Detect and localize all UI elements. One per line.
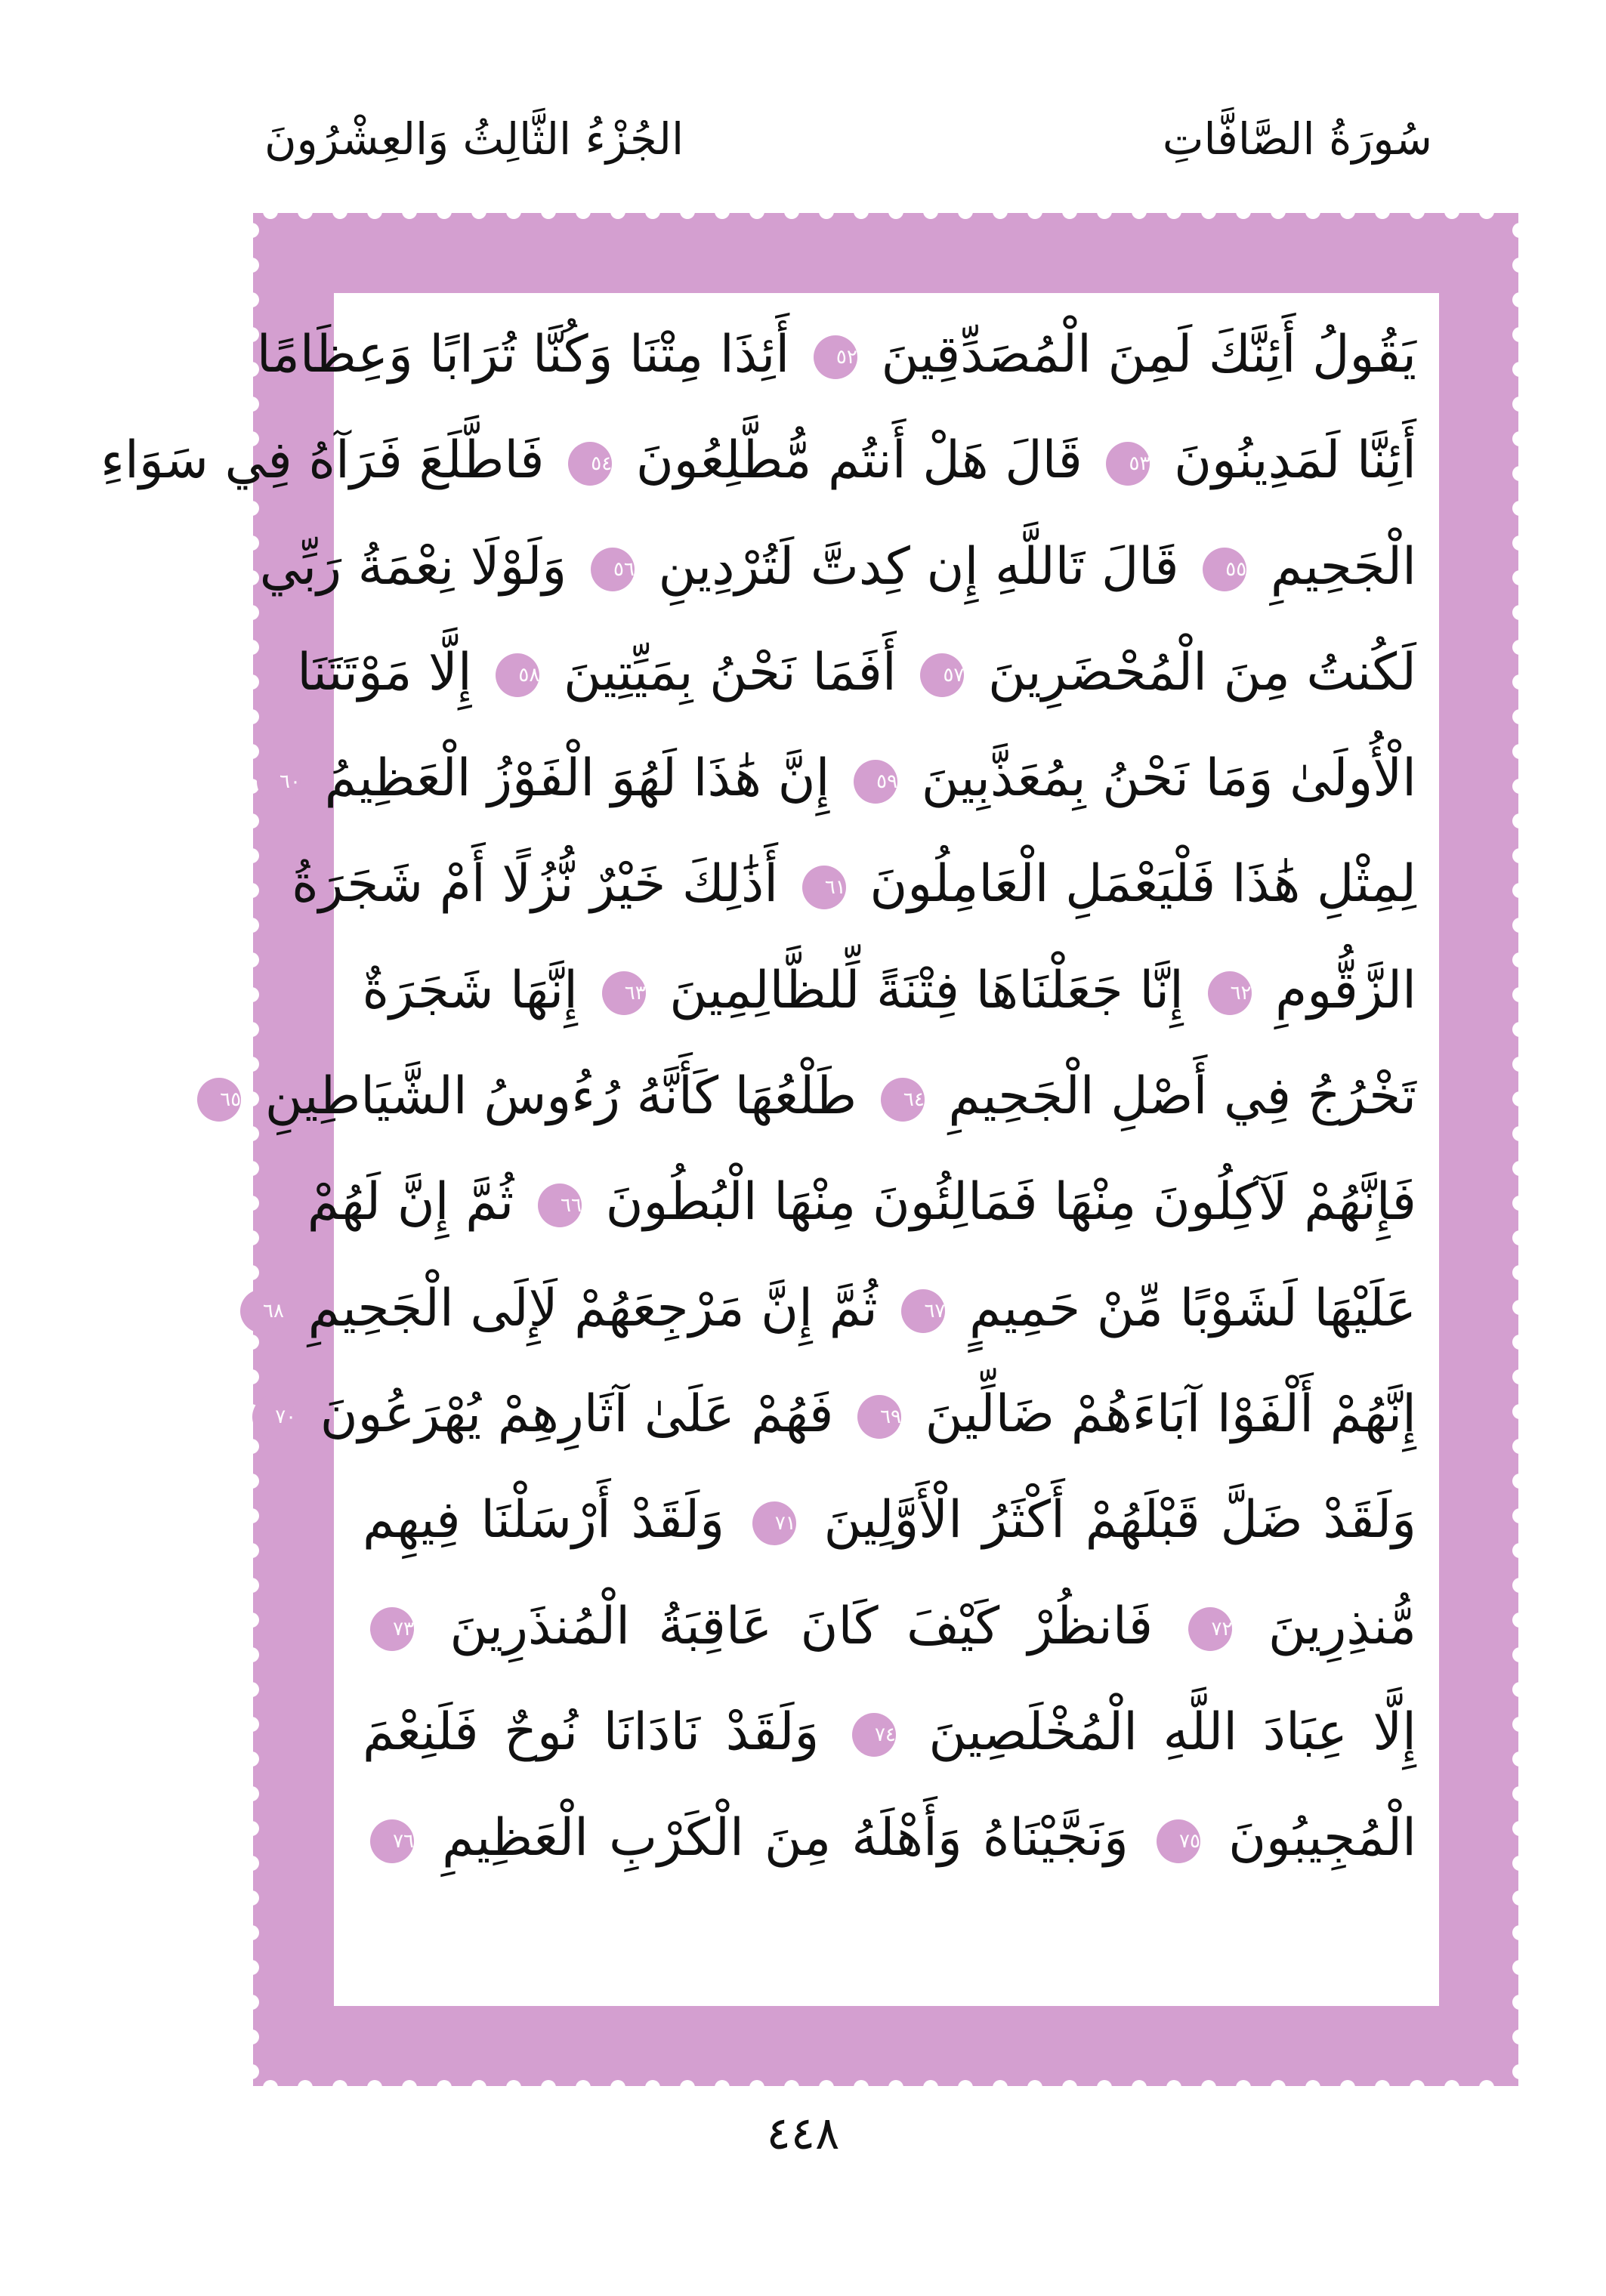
frame-scallop [1512,362,1527,377]
frame-scallop [1512,1682,1527,1697]
frame-scallop [1236,204,1251,219]
frame-scallop [263,2080,278,2095]
frame-scallop [244,1196,259,1211]
frame-scallop [244,1543,259,1558]
frame-scallop [1375,2080,1390,2095]
frame-scallop [332,2080,347,2095]
frame-scallop [1512,466,1527,481]
ayah-number-marker: ٧٦ [370,1819,414,1863]
frame-scallop [784,204,799,219]
frame-scallop [1479,204,1494,219]
frame-scallop [1097,2080,1112,2095]
verse-text: فَاطَّلَعَ فَرَآهُ فِي سَوَاءِ [100,430,545,491]
frame-scallop [1062,204,1077,219]
frame-scallop [1512,1057,1527,1072]
verse-text: تَخْرُجُ فِي أَصْلِ الْجَحِيمِ [931,1066,1416,1127]
verse-text: إِنَّهُمْ أَلْفَوْا آبَاءَهُمْ ضَالِّينَ [909,1384,1416,1444]
frame-scallop [244,952,259,967]
frame-scallop [1512,1786,1527,1801]
frame-scallop [958,204,973,219]
verse-text: الْمُجِيبُونَ [1207,1808,1416,1869]
verse-line [363,1785,1416,1891]
verse-text: أَفَمَا نَحْنُ بِمَيِّتِينَ [547,642,897,702]
ayah-number-marker: ٧٣ [370,1607,414,1651]
frame-scallop [1062,2080,1077,2095]
frame-scallop [1512,1647,1527,1662]
frame-scallop [244,709,259,724]
frame-scallop [1512,1022,1527,1037]
frame-scallop [244,223,259,238]
frame-scallop [1512,1821,1527,1836]
frame-scallop [244,1612,259,1628]
verse-line [363,1574,1416,1680]
ayah-number-marker: ٧٠ [252,1395,296,1439]
verse-line [259,514,1416,620]
frame-scallop [715,2080,730,2095]
verse-line [275,1362,1416,1467]
frame-scallop [1444,2080,1459,2095]
frame-scallop [437,204,452,219]
frame-scallop [1027,204,1042,219]
verse-text: الْجَحِيمِ [1254,536,1416,597]
verse-text: وَلَقَدْ أَرْسَلْنَا فِيهِم [363,1490,725,1551]
verse-text: إِنَّهَا شَجَرَةٌ [362,960,579,1020]
verse-text: أَئِذَا مِتْنَا وَكُنَّا تُرَابًا وَعِظَامًا [256,325,790,384]
frame-scallop [1512,1300,1527,1315]
verse-text: لَكُنتُ مِنَ الْمُحْضَرِينَ [971,642,1416,702]
frame-scallop [1201,2080,1216,2095]
frame-scallop [1512,640,1527,655]
ayah-number-marker: ٧٥ [1157,1819,1200,1863]
ayah-number-marker: ٧٤ [852,1713,896,1757]
frame-scallop [1512,1196,1527,1211]
frame-scallop [1512,1890,1527,1906]
verse-text: ثُمَّ إِنَّ مَرْجِعَهُمْ لَإِلَى الْجَحِيمِ [291,1278,878,1338]
frame-scallop [993,2080,1008,2095]
verse-text: إِنَّ هَٰذَا لَهُوَ الْفَوْزُ الْعَظِيمُ [307,748,830,809]
verse-line [363,1467,1416,1573]
verse-text: طَلْعُهَا كَأَنَّهُ رُءُوسُ الشَّيَاطِينِ [249,1066,857,1127]
ayah-number-marker: ٧٢ [1188,1607,1232,1651]
frame-scallop [1512,397,1527,412]
verse-line [280,726,1416,832]
frame-scallop [1512,918,1527,933]
frame-scallop [1512,1543,1527,1558]
frame-scallop [854,204,869,219]
frame-scallop [610,204,625,219]
frame-scallop [1512,1578,1527,1593]
frame-scallop [1512,813,1527,829]
frame-scallop [244,1717,259,1732]
frame-scallop [437,2080,452,2095]
ayah-number-marker: ٥٣ [1106,442,1150,486]
frame-scallop [402,2080,417,2095]
frame-scallop [1132,2080,1147,2095]
ayah-number-marker: ٥٧ [920,653,964,697]
ayah-number-marker: ٥٦ [591,548,635,591]
frame-scallop [1512,1439,1527,1454]
frame-scallop [749,204,764,219]
frame-scallop [888,2080,903,2095]
ayah-number-marker: ٧١ [752,1501,796,1545]
frame-scallop [1512,1230,1527,1245]
frame-scallop [506,204,521,219]
frame-scallop [471,2080,486,2095]
frame-scallop [1305,204,1320,219]
frame-scallop [244,605,259,620]
verse-text: إِلَّا مَوْتَتَنَا [297,642,472,702]
ayah-number-marker: ٥٤ [568,442,612,486]
verse-text: إِنَّا جَعَلْنَاهَا فِتْنَةً لِّلظَّالِمِينَ [653,960,1184,1020]
surah-title: سُورَةُ الصَّافَّاتِ [1162,113,1432,165]
verse-text: أَئِنَّا لَمَدِينُونَ [1157,430,1416,491]
frame-scallop [244,1508,259,1523]
verse-line [220,1044,1416,1150]
frame-scallop [298,2080,313,2095]
frame-scallop [1512,1126,1527,1141]
frame-scallop [1512,223,1527,238]
frame-scallop [244,2064,259,2079]
frame-scallop [888,204,903,219]
ayah-number-marker: ٥٢ [814,335,857,379]
frame-scallop [1512,327,1527,342]
frame-scallop [244,1161,259,1176]
frame-scallop [1166,204,1181,219]
ayah-number-marker: ٦١ [802,866,846,909]
frame-scallop [1132,204,1147,219]
frame-scallop [1097,204,1112,219]
frame-scallop [244,1995,259,2010]
frame-scallop [244,1230,259,1245]
verse-text: الزَّقُّومِ [1259,960,1416,1020]
frame-scallop [1410,204,1425,219]
frame-scallop [1340,2080,1355,2095]
verse-line [363,1680,1416,1785]
page-header [0,106,1606,189]
frame-scallop [244,1890,259,1906]
verse-text: ثُمَّ إِنَّ لَهُمْ [307,1172,514,1233]
ayah-number-marker: ٦٠ [257,760,301,804]
frame-scallop [367,204,382,219]
frame-scallop [819,204,834,219]
ayah-number-marker: ٥٥ [1203,548,1246,591]
verse-text: قَالَ تَاللَّهِ إِن كِدتَّ لَتُرْدِينِ [641,536,1179,597]
verse-line [307,1150,1416,1255]
frame-scallop [1027,2080,1042,2095]
frame-scallop [1479,2080,1494,2095]
frame-scallop [715,204,730,219]
frame-scallop [541,204,556,219]
ayah-number-marker: ٦٣ [602,971,646,1015]
frame-scallop [645,204,660,219]
frame-scallop [1512,674,1527,690]
frame-scallop [244,1578,259,1593]
frame-scallop [1512,1335,1527,1350]
frame-scallop [1512,709,1527,724]
verse-text: وَنَجَّيْنَاهُ وَأَهْلَهُ مِنَ الْكَرْبِ الْعَظِيمِ [422,1808,1129,1869]
verse-text: أَذَٰلِكَ خَيْرٌ نُّزُلًا أَمْ شَجَرَةُ [292,854,779,915]
verse-text: يَقُولُ أَئِنَّكَ لَمِنَ الْمُصَدِّقِينَ [864,325,1416,384]
frame-scallop [506,2080,521,2095]
frame-scallop [244,674,259,690]
frame-scallop [1512,258,1527,273]
verse-line [263,1256,1416,1362]
frame-scallop [1512,744,1527,759]
frame-scallop [1166,2080,1181,2095]
verse-text: فَإِنَّهُمْ لَآكِلُونَ مِنْهَا فَمَالِئُونَ مِنْهَا الْبُطُونَ [588,1172,1416,1233]
verse-line [100,408,1416,514]
frame-scallop [1512,883,1527,898]
frame-scallop [1512,535,1527,551]
frame-scallop [1236,2080,1251,2095]
verse-line [292,832,1416,937]
verse-text: فَهُمْ عَلَىٰ آثَارِهِمْ يُهْرَعُونَ [304,1384,834,1444]
ayah-number-marker: ٥٨ [496,653,539,697]
ayah-number-marker: ٦٦ [538,1183,582,1227]
frame-scallop [1512,1856,1527,1871]
frame-scallop [749,2080,764,2095]
verse-text: عَلَيْهَا لَشَوْبًا مِّنْ حَمِيمٍ [953,1278,1416,1338]
frame-scallop [298,204,313,219]
frame-scallop [244,1474,259,1489]
frame-scallop [1512,431,1527,446]
frame-scallop [541,2080,556,2095]
frame-scallop [244,535,259,551]
ayah-number-marker: ٦٥ [197,1078,241,1122]
frame-scallop [645,2080,660,2095]
frame-scallop [1375,204,1390,219]
verse-line [297,620,1416,726]
quran-text-body [100,302,1417,1891]
frame-scallop [1512,2064,1527,2079]
frame-scallop [1271,204,1286,219]
frame-scallop [244,1022,259,1037]
frame-scallop [263,204,278,219]
frame-scallop [1512,1474,1527,1489]
frame-scallop [332,204,347,219]
frame-scallop [1512,1265,1527,1280]
frame-scallop [1512,952,1527,967]
frame-scallop [1512,1091,1527,1106]
frame-scallop [1512,1161,1527,1176]
frame-scallop [1201,204,1216,219]
frame-scallop [1410,2080,1425,2095]
frame-scallop [1512,1717,1527,1732]
frame-scallop [923,2080,938,2095]
frame-scallop [1512,605,1527,620]
frame-scallop [1512,779,1527,794]
verse-text: وَلَقَدْ نَادَانَا نُوحٌ فَلَنِعْمَ [363,1702,820,1762]
frame-scallop [784,2080,799,2095]
ayah-number-marker: ٦٤ [881,1078,925,1122]
page-number: ٤٤٨ [766,2107,840,2160]
verse-text: لِمِثْلِ هَٰذَا فَلْيَعْمَلِ الْعَامِلُونَ [853,854,1416,915]
frame-scallop [680,2080,695,2095]
frame-scallop [576,204,591,219]
frame-scallop [1512,987,1527,1002]
frame-scallop [1512,1612,1527,1628]
frame-scallop [923,204,938,219]
frame-scallop [819,2080,834,2095]
frame-scallop [244,987,259,1002]
frame-scallop [367,2080,382,2095]
frame-scallop [1512,570,1527,585]
frame-scallop [244,1751,259,1767]
frame-scallop [1512,1925,1527,1940]
verse-text: قَالَ هَلْ أَنتُم مُّطَّلِعُونَ [619,430,1083,491]
ayah-number-marker: ٦٢ [1208,971,1252,1015]
frame-scallop [1512,1369,1527,1384]
frame-scallop [1512,1995,1527,2010]
frame-scallop [1512,292,1527,307]
frame-scallop [244,1960,259,1975]
frame-scallop [244,258,259,273]
frame-scallop [680,204,695,219]
frame-scallop [244,2029,259,2044]
verse-text: فَانظُرْ كَيْفَ كَانَ عَاقِبَةُ الْمُنذَرِينَ [422,1596,1154,1656]
frame-scallop [471,204,486,219]
frame-scallop [244,1647,259,1662]
frame-scallop [1512,1751,1527,1767]
frame-scallop [1512,1508,1527,1523]
frame-scallop [1512,1960,1527,1975]
frame-scallop [244,1856,259,1871]
frame-scallop [610,2080,625,2095]
juz-title: الجُزْءُ الثَّالِثُ وَالعِشْرُونَ [264,113,684,165]
verse-line [256,302,1416,408]
frame-scallop [958,2080,973,2095]
frame-scallop [1512,1404,1527,1419]
verse-text: إِلَّا عِبَادَ اللَّهِ الْمُخْلَصِينَ [903,1702,1416,1762]
verse-text: وَلَقَدْ ضَلَّ قَبْلَهُمْ أَكْثَرُ الْأَوَّلِينَ [803,1490,1417,1551]
frame-scallop [244,1682,259,1697]
frame-scallop [576,2080,591,2095]
frame-scallop [244,1925,259,1940]
frame-scallop [244,570,259,585]
verse-text: مُّنذِرِينَ [1240,1596,1416,1656]
frame-scallop [244,1821,259,1836]
frame-scallop [244,918,259,933]
frame-scallop [244,1786,259,1801]
frame-scallop [244,883,259,898]
frame-scallop [244,640,259,655]
ayah-number-marker: ٦٨ [240,1289,284,1333]
frame-scallop [1512,848,1527,863]
verse-line [363,938,1416,1044]
frame-scallop [402,204,417,219]
frame-scallop [1512,2029,1527,2044]
ayah-number-marker: ٥٩ [854,760,897,804]
frame-scallop [854,2080,869,2095]
frame-scallop [244,848,259,863]
frame-scallop [1512,501,1527,516]
frame-scallop [1340,204,1355,219]
frame-scallop [1444,204,1459,219]
frame-scallop [1271,2080,1286,2095]
ayah-number-marker: ٦٧ [901,1289,945,1333]
verse-text: وَلَوْلَا نِعْمَةُ رَبِّي [259,536,567,597]
frame-scallop [993,204,1008,219]
frame-scallop [1305,2080,1320,2095]
ayah-number-marker: ٦٩ [857,1395,901,1439]
verse-text: الْأُولَىٰ وَمَا نَحْنُ بِمُعَذَّبِينَ [905,748,1416,809]
